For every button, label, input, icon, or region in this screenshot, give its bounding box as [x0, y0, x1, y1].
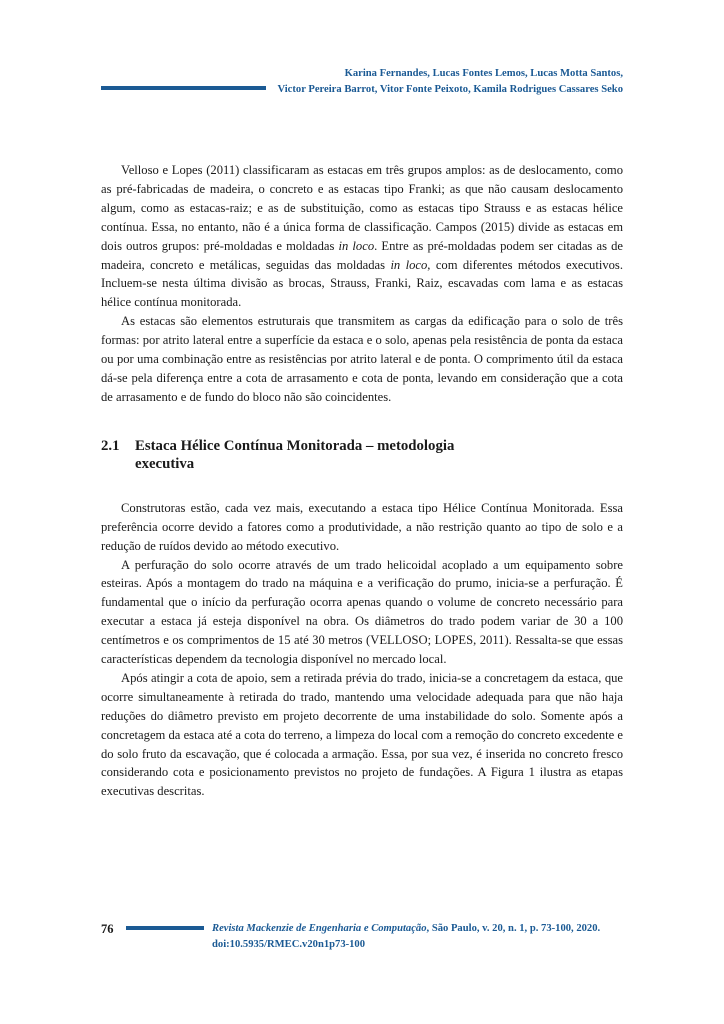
footer-citation	[212, 921, 600, 953]
journal-name: Revista Mackenzie de Engenharia e Computação	[212, 923, 427, 934]
header-authors-line-1: Karina Fernandes, Lucas Fontes Lemos, Lucas Motta Santos,	[344, 68, 623, 79]
paragraph-classification-text-c: . Entre as pré-moldadas podem ser citadas as de madeira, concreto e metálicas, seguidas das moldadas	[101, 238, 623, 272]
citation-details: , São Paulo, v. 20, n. 1, p. 73-100, 2020.	[426, 923, 601, 934]
paragraph-perforation: A perfuração do solo ocorre através de um trado helicoidal acoplado a um equipamento sobre esteiras. Após a montagem do trado na máquina e a verificação do prumo, inicia-se a perfuração. É fundamental que o início da perfuração ocorra apenas quando o volume de concreto necessário para executar a estaca já esteja disponível na obra. Os diâmetros do trado podem variar de 30 a 100 centímetros e os comprimentos de 15 até 30 metros (VELLOSO; LOPES, 2011). Ressalta-se que essas características dependem da tecnologia disponível no mercado local.	[101, 557, 623, 667]
paragraph-load-transfer: As estacas são elementos estruturais que transmitem as cargas da edificação para o solo de três formas: por atrito lateral entre a superfície da estaca e o solo, apenas pela resistência de ponta da estaca ou por uma combinação entre as resistências por atrito lateral e de ponta. O comprimento útil da estaca dá-se pela diferença entre a cota de arrasamento e cota de ponta, levando em consideração que a cota de arrasamento e de fundo do bloco não são coincidentes.	[101, 314, 623, 404]
paragraph-preference: Construtoras estão, cada vez mais, executando a estaca tipo Hélice Contínua Monitorada. Essa preferência ocorre devido a fatores como a produtividade, a não restrição quanto ao tipo de solo e a redução de ruídos devido ao método executivo.	[101, 500, 623, 553]
paragraph-concreting: Após atingir a cota de apoio, sem a retirada prévia do trado, inicia-se a concretagem da estaca, que ocorre simultaneamente à retirada do trado, mantendo uma velocidade adequada para que não haja reduções do diâmetro previsto em projeto decorrente de uma instabilidade do solo. Somente após a concretagem da estaca até a cota do terreno, a limpeza do local com a remoção do concreto excedente e do solo fruto da escavação, que é colocada a armação. Essa, por sua vez, é inserida no concreto fresco considerando cota e posicionamento previstos no projeto de fundações. A Figura 1 ilustra as etapas executivas descritas.	[101, 670, 623, 799]
footer-citation-line-1	[212, 921, 600, 937]
header-authors-line-2: Victor Pereira Barrot, Vitor Fonte Peixoto, Kamila Rodrigues Cassares Seko	[277, 84, 623, 95]
section-number: 2.1	[101, 437, 120, 454]
paragraph-classification	[101, 161, 623, 312]
paragraph-classification-text-e: , com diferentes métodos executivos. Incluem-se nesta última divisão as brocas, Strauss, Franki, Raiz, escavadas com lama e as estacas hélice contínua monitorada.	[101, 257, 623, 310]
paragraph-classification-text-a: Velloso e Lopes (2011) classificaram as estacas em três grupos amplos: as de deslocamento, como as pré-fabricadas de madeira, o concreto e as estacas tipo Franki; as que não causam deslocamento algum, como as estacas-raiz; e as de substituição, como as estacas tipo Strauss e as estacas hélice contínua. Essa, no entanto, não é a única forma de classificação. Campos (2015) divide as estacas em dois outros grupos: pré-moldadas e moldadas	[101, 163, 623, 253]
section-title: Estaca Hélice Contínua Monitorada – metodologia executiva	[135, 437, 455, 472]
italic-in-loco-1: in loco	[338, 238, 375, 253]
footer-accent-bar	[126, 926, 204, 930]
main-body	[101, 161, 623, 801]
italic-in-loco-2: in loco	[390, 257, 428, 272]
doi: doi:10.5935/RMEC.v20n1p73-100	[212, 939, 366, 950]
header-accent-bar	[101, 86, 266, 90]
page-number: 76	[101, 922, 114, 936]
running-header	[277, 66, 623, 98]
section-heading	[101, 437, 623, 473]
